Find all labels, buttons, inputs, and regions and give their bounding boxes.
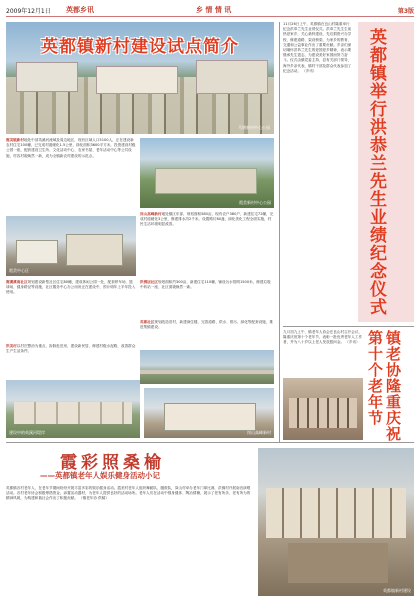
article-xiamei: 霞美镇新村地处中部英溪河流域及周边地区，现有区域人口5100人，正在建设新农村住宅100幢，已完成村道硬化1.5公里、绿化面积3600平方米，投资建设村级公园一座，配套建设卫生所、文化活动中心、农家书屋、老年活动中心等公共设施，村容村貌焕然一新，成为全镇新农村建设的示范点。 bbox=[6, 138, 136, 158]
photo-caption: 英都镇新村建设 bbox=[383, 588, 411, 593]
photo-caption: 建设中的英溪河堤岸 bbox=[9, 430, 45, 435]
column-divider bbox=[279, 22, 280, 442]
memorial-title: 英都镇举行洪恭兰先生业绩纪念仪式 bbox=[366, 28, 386, 316]
article-yingdu: 英都社区规划改造旧村，新建商住楼，完善道路、供水、排污、绿化等配套设施，推进集镇建设。 bbox=[140, 320, 273, 330]
photo-activity bbox=[258, 448, 414, 596]
bottom-subtitle: ——英都镇老年人娱乐健身活动小记 bbox=[40, 471, 160, 480]
photo-caption: 霞美中心区 bbox=[9, 268, 29, 273]
photo-village-wide bbox=[6, 380, 140, 438]
section-title: 乡 情 情 讯 bbox=[196, 6, 232, 14]
memorial-title-box bbox=[358, 22, 414, 322]
festival-article: 九月初九上午，镇老年人协会在良山村召开会议，隆重庆祝第十个老年节，表彰一批优秀老年人工作者，并为八十岁以上老人发放慰问金。 （乡讯） bbox=[283, 330, 363, 345]
photo-xiamei-center bbox=[6, 216, 136, 276]
issue-date: 2009年12月1日 bbox=[6, 8, 51, 15]
photo-caption: 岗山高峰新村 bbox=[247, 430, 271, 435]
bottom-title: 霞彩照桑榆 bbox=[60, 453, 165, 473]
photo-caption: 霞美新村中心公园 bbox=[239, 200, 271, 205]
photo-river-bank bbox=[140, 350, 274, 384]
page-header bbox=[6, 3, 414, 17]
banner-title: 英都镇新村建设试点简介 bbox=[41, 37, 239, 57]
article-hongmei: 洪美村以村庄整治为重点，拆除危旧房，建设新民居，修建村级水泥路，改善群众生产生活条件。 bbox=[6, 344, 136, 354]
bottom-article: 英都镇各村老年人，在老年节期间纷纷开展丰富多彩的娱乐健身活动。霞美村老年人组织舞蹈队、腰鼓队，岗山村举办老年门球比赛，洪佛村开展南音演唱活动。各村老年协会积极筹措资金，添置活动器材，为老年人提供良好的活动场所。老年人们在活动中强身健体、陶冶情操，展示了老有所乐、老有所为的精神风貌，为构建和谐社会作出了积极贡献。 （镇老年协 供稿） bbox=[6, 486, 251, 501]
photo-elderly-event bbox=[283, 378, 363, 440]
paper-name: 英都乡讯 bbox=[66, 6, 94, 14]
photo-central-park bbox=[140, 138, 274, 208]
memorial-article: 11月26日上午，英都镇在良山村隆重举行纪念洪恭兰先生业绩仪式。洪恭兰先生生前热爱家乡，关心桑梓建设，先后捐资兴办学校、修建道路、架设桥梁，为家乡的教育、交通和公益事业作出了重要贡献。乡亲们深切缅怀洪恭兰先生的爱国爱乡精神，表示要继承先生遗志，为建设美好家园而努力奋斗。仪式由镇党委主持，县有关部门领导、海外乡亲代表、镇村干部及群众代表参加了纪念活动。 （乡讯） bbox=[283, 22, 352, 73]
article-hongfo: 洪佛居社区规划面积约300亩，新建住宅110幢，铺设污水管网1500米，修建垃圾中转站一座，社区面貌焕然一新。 bbox=[140, 280, 271, 290]
page-number: 第3版 bbox=[397, 8, 414, 15]
article-gangshan: 岗山高峰新村地处镇区东部，规划面积580亩，现有农户380户，新建住宅72幢，完成村道硬化3公里，修建排水沟2千米，设置路灯60盏，绿化美化工程全面实施，村民生活环境明显改善。 bbox=[140, 212, 274, 227]
banner-caption: 马塘新村中心公园 bbox=[238, 125, 270, 130]
photo-gangshan bbox=[144, 388, 274, 438]
section-divider bbox=[283, 326, 414, 327]
article-xixi: 霞溪溪南社区规划建设新型社区住宅80幢，建成休闲公园一处，配套停车场、篮球场、健身路径等设施，社区服务中心办公用房正在建设中，预计明年上半年投入使用。 bbox=[6, 280, 136, 295]
banner-photo bbox=[6, 22, 274, 134]
bottom-divider bbox=[6, 442, 414, 443]
festival-title: 镇老协隆重庆祝第十个老年节 bbox=[366, 330, 402, 442]
